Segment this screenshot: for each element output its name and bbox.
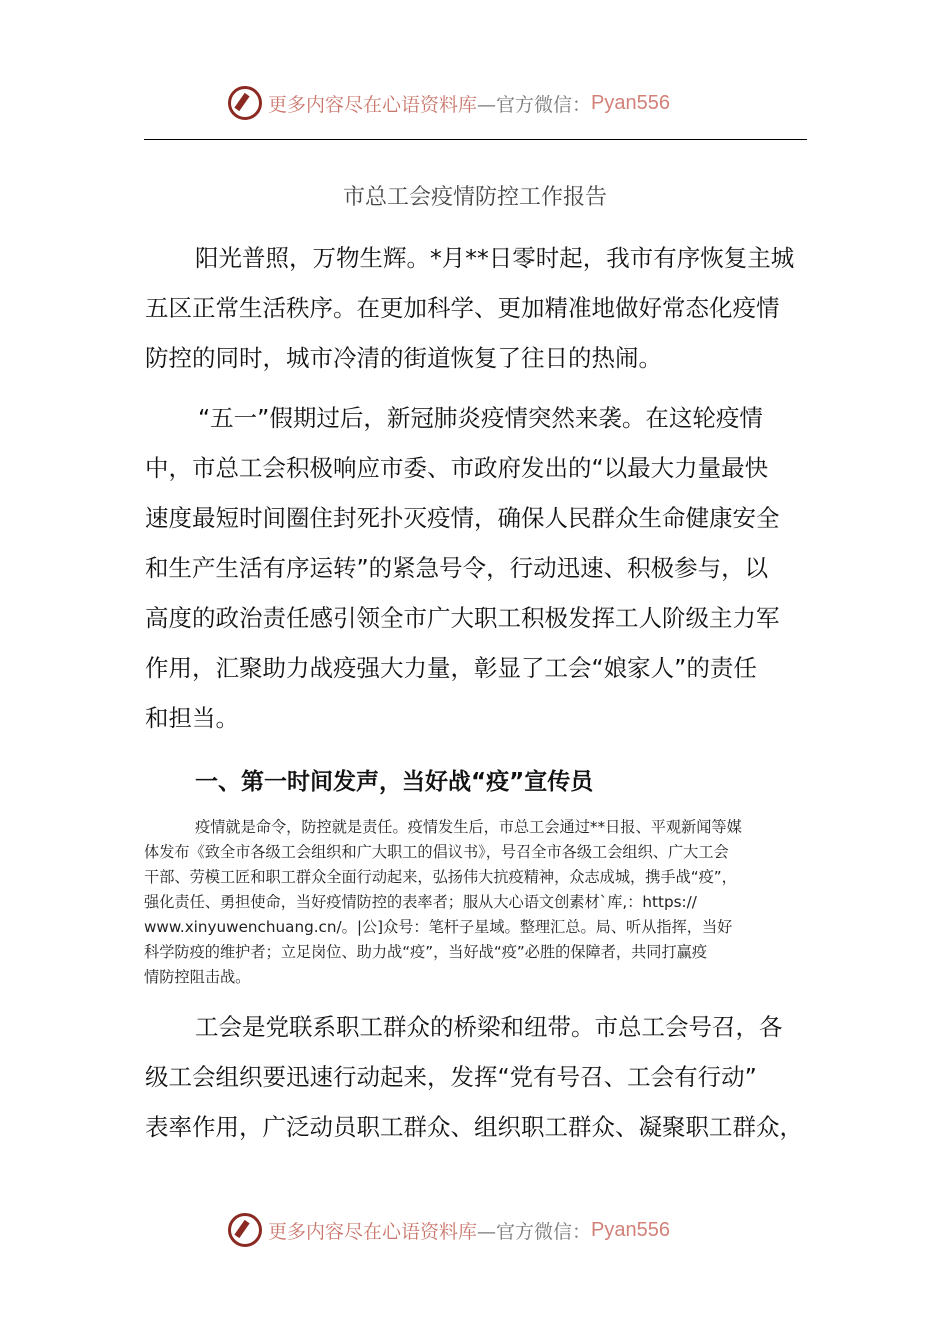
paragraph-line: www.xinyuwenchuang.cn/。|公]众号：笔杆子星域。整理汇总。局、听从指挥，当好 xyxy=(144,918,733,936)
section-heading: 一、第一时间发声，当好战“疫”宣传员 xyxy=(195,769,594,795)
paragraph-line: 和担当。 xyxy=(145,704,239,732)
paragraph-line: 高度的政治责任感引领全市广大职工积极发挥工人阶级主力军 xyxy=(145,604,780,632)
watermark-wechat-label: —官方微信： xyxy=(477,1220,592,1243)
paragraph-line: 级工会组织要迅速行动起来，发挥“党有号召、工会有行动” xyxy=(145,1063,757,1091)
paragraph-line: 疫情就是命令，防控就是责任。疫情发生后，市总工会通过**日报、平观新闻等媒 xyxy=(195,818,742,836)
watermark-wechat-label: —官方微信： xyxy=(477,93,592,116)
paragraph-line: 科学防疫的维护者；立足岗位、助力战“疫”，当好战“疫”必胜的保障者，共同打赢疫 xyxy=(144,943,708,961)
header-watermark xyxy=(228,86,670,120)
paragraph-line: 阳光普照，万物生辉。*月**日零时起，我市有序恢复主城 xyxy=(195,244,795,272)
paragraph-line: 工会是党联系职工群众的桥梁和纽带。市总工会号召，各 xyxy=(195,1013,783,1041)
watermark-wechat-id: Pyan556 xyxy=(591,1218,670,1241)
paragraph-line: 防控的同时，城市冷清的街道恢复了往日的热闹。 xyxy=(145,344,662,372)
watermark-wechat-id: Pyan556 xyxy=(591,91,670,114)
paragraph-line: 速度最短时间圈住封死扑灭疫情，确保人民群众生命健康安全 xyxy=(145,504,780,532)
watermark-text: 更多内容尽在心语资料库 xyxy=(268,93,478,116)
paragraph-line: 干部、劳模工匠和职工群众全面行动起来，弘扬伟大抗疫精神，众志成城，携手战“疫”， xyxy=(144,868,737,886)
paragraph-line: 五区正常生活秩序。在更加科学、更加精准地做好常态化疫情 xyxy=(145,294,780,322)
paragraph-line: “五一”假期过后，新冠肺炎疫情突然来袭。在这轮疫情 xyxy=(198,404,763,432)
header-rule xyxy=(144,139,807,140)
paragraph-line: 中，市总工会积极响应市委、市政府发出的“以最大力量最快 xyxy=(145,454,769,482)
document-title: 市总工会疫情防控工作报告 xyxy=(342,185,607,210)
watermark-text: 更多内容尽在心语资料库 xyxy=(268,1220,478,1243)
paragraph-line: 表率作用，广泛动员职工群众、组织职工群众、凝聚职工群众， xyxy=(145,1113,803,1141)
paragraph-line: 体发布《致全市各级工会组织和广大职工的倡议书》，号召全市各级工会组织、广大工会 xyxy=(144,843,729,861)
paragraph-line: 情防控阻击战。 xyxy=(144,968,251,986)
paragraph-line: 作用，汇聚助力战疫强大力量，彰显了工会“娘家人”的责任 xyxy=(145,654,757,682)
footer-watermark xyxy=(228,1213,670,1247)
paragraph-line: 强化责任、勇担使命，当好疫情防控的表率者；服从大心语文创素材`库,：https:// xyxy=(144,893,697,911)
pen-logo-icon xyxy=(228,1213,262,1247)
paragraph-line: 和生产生活有序运转”的紧急号令，行动迅速、积极参与，以 xyxy=(145,554,769,582)
pen-logo-icon xyxy=(228,86,262,120)
